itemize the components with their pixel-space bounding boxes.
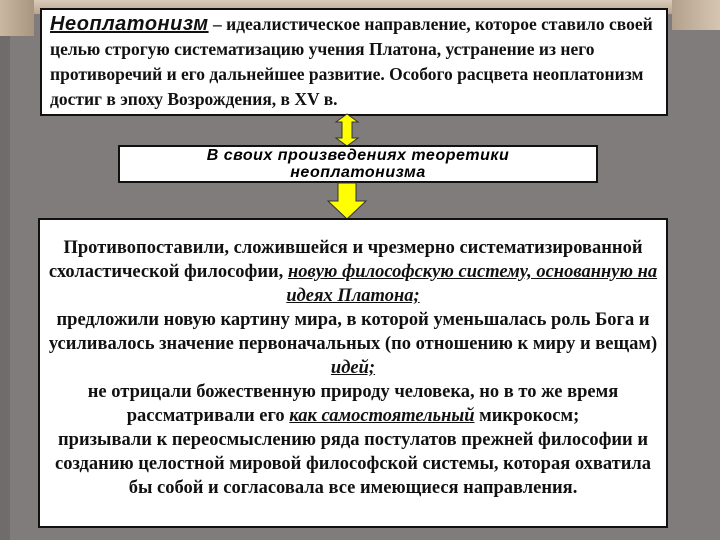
subheading-box [118,145,598,183]
main-text-3b: микрокосм; [479,406,580,426]
down-arrow-icon [326,182,368,220]
main-text-2-underlined: идей; [330,358,376,378]
main-text-1: Противопоставили, сложившейся и чрезмерно систематизированной схоластической философии, [48,238,643,282]
definition-term: Неоплатонизм [50,13,209,35]
double-arrow-icon [334,113,360,147]
main-paragraph-2 [44,308,662,380]
subheading-line-1: В своих произведениях теоретики [206,147,510,164]
main-paragraph-3 [44,380,662,428]
main-text-1-underlined: новую философскую систему, основанную на идеях Платона; [286,262,658,306]
subheading-line-2: неоплатонизма [290,164,426,181]
main-text-2: предложили новую картину мира, в которой уменьшалась роль Бога и усиливалось значение первоначальных (по отношению к миру и вещам) [48,310,658,354]
decorative-left-edge [0,36,10,540]
decorative-corner-left [0,0,34,36]
main-text-3a: не отрицали божественную природу человека, но в то же время рассматривали его [87,382,619,426]
definition-text: – идеалистическое направление, которое ставило своей целью строгую систематизацию учения Платона, устранение из него противоречий и его дальнейшее развитие. Особого расцвета неоплатонизм достиг в эпоху Возрождения, в XV в. [50,14,653,109]
main-paragraph-1 [44,236,662,308]
definition-box [40,8,668,116]
definition-paragraph [50,12,660,112]
main-content-box [38,218,668,528]
main-paragraph-4: призывали к переосмыслению ряда постулатов прежней философии и созданию целостной мировой философской системы, которая охватила бы собой и согласовала все имеющиеся направления. [54,430,652,498]
main-text-3-underlined: как самостоятельный [289,406,475,426]
decorative-corner-right [672,0,720,30]
